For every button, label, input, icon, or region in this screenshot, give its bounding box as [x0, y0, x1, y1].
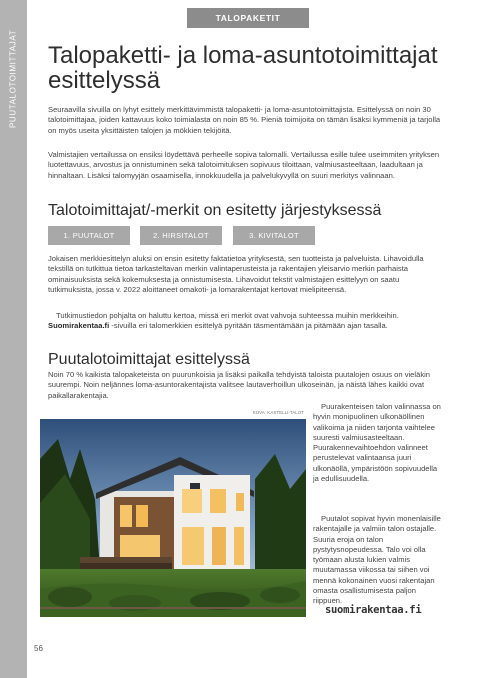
- order-paragraph: Jokaisen merkkiesittelyn aluksi on ensin esitetty faktatietoa yrityksestä, sen tuotteista ja palveluista. Lihavoidulla tekstillä on tutkittua tietoa tarkasteltavan merkin valintaperusteista ja rakentajien yleisarvio merkin parhaista ominaisuuksista sekä kokemuksesta ja onnistumisesta. Lihavoidut tekstit valmistajien esittelyyn on saatu tutkimuksista, jossa v. 2022 aloittaneet omakoti- ja lomarakentajat kertovat mielipiteensä.: [48, 254, 424, 295]
- category-button-puutalot[interactable]: 1. PUUTALOT: [48, 226, 130, 245]
- page-number: 56: [34, 644, 43, 653]
- page-title: Talopaketti- ja loma-asuntotoimittajat esittelyssä: [48, 42, 438, 94]
- suomirakentaa-logo: suomirakentaa.fi: [325, 604, 422, 616]
- research-text-after: -sivuilla eri talomerkkien esittelyä pyritään täsmentämään ja pitämään ajan tasalla.: [111, 321, 388, 331]
- photo-credit: KUVA: KASTELLI-TALOT: [252, 410, 304, 415]
- suomirakentaa-link[interactable]: Suomirakentaa.fi: [48, 321, 110, 331]
- intro-paragraph-1: Seuraavilla sivuilla on lyhyt esittely merkittävimmistä talopaketti- ja loma-asuntotoimittajista. Esittelyssä on noin 30 talotoimittajaa, joiden kattavuus koko toimialasta on noin 85 %. Pieniä toimijoita on tämän lisäksi kymmeniä ja tarjolla on myös useita yksittäisten talojen ja mökkien tekijöitä.: [48, 105, 441, 135]
- side-column-paragraph-1: Puurakenteisen talon valinnassa on hyvin monipuolinen ulkonäöllinen valikoima ja niiden tarjonta vaihtelee suuresti valmiusasteeltaan. Puurakennevaihtoehdon valinneet perustelevat valintaansa juuri ulkonäöllä, ympäristöön sopivuudella ja edullisuudella.: [313, 402, 441, 484]
- intro-paragraph-2: Valmistajien vertailussa on ensiksi löydettävä perheelle sopiva talomalli. Vertailussa esille tulee useimmiten yrityksen luotettavuus, arvostus ja onnistuminen sekä talotoimituksen sopivuus tiloittaan, valmiusasteeltaan, laadultaan ja hinnaltaan. Lisäksi talomyyjän osaamisella, innokkuudella ja palvelukyvyllä on suuri merkitys valinnaan.: [48, 150, 440, 180]
- research-paragraph: [48, 311, 442, 332]
- category-button-kivitalot[interactable]: 3. KIVITALOT: [233, 226, 315, 245]
- research-text-before: Tutkimustiedon pohjalta on haluttu kertoa, missä eri merkit ovat vahvoja suhteessa muihin merkkeihin.: [56, 311, 399, 320]
- side-band: [0, 0, 27, 678]
- house-photo: [40, 419, 306, 617]
- side-column-paragraph-2: Puutalot sopivat hyvin monenlaisille rakentajalle ja valmiin talon ostajalle. Suuria eroja on talon pystytysnopeudessa. Talo voi olla työmaan alusta lukien valmis muutamassa viikossa tai siihen voi mennä kokonainen vuosi rakentajan omasta osallistumisesta paljon riippuen.: [313, 514, 441, 606]
- category-button-hirsitalot[interactable]: 2. HIRSITALOT: [140, 226, 222, 245]
- section-tag: TALOPAKETIT: [187, 8, 309, 28]
- wood-paragraph: Noin 70 % kaikista talopaketeista on puurunkoisia ja lisäksi paikalla tehdyistä taloista puutalojen osuus on vieläkin suurempi. Noin neljännes loma-asuntorakentajista valitsee lautaverhoillun ulkoseinän, ja näistä lähes kaikki ovat paikallarakentajia.: [48, 370, 431, 400]
- subheading-wood: Puutalotoimittajat esittelyssä: [48, 351, 250, 368]
- side-band-label: PUUTALOTOIMITTAJAT: [8, 30, 18, 129]
- subheading-order: Talotoimittajat/-merkit on esitetty järjestyksessä: [48, 202, 382, 219]
